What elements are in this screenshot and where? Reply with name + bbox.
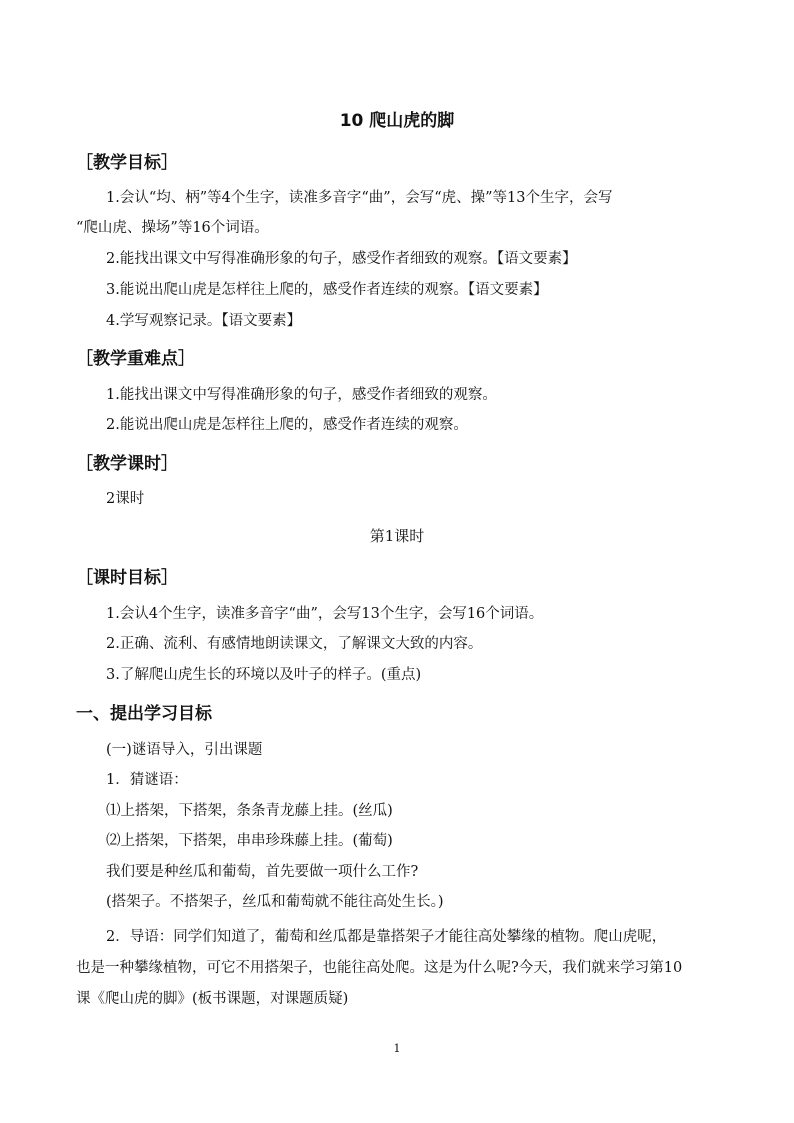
teaching-goal-line: 2.能找出课文中写得准确形象的句子，感受作者细致的观察。【语文要素】 xyxy=(106,251,577,267)
heading-part-one: 一、提出学习目标 xyxy=(76,704,212,724)
part-one-line: ⑵上搭架，下搭架，串串珍珠藤上挂。(葡萄) xyxy=(106,833,393,849)
part-one-line: 课《爬山虎的脚》(板书课题，对课题质疑) xyxy=(76,991,349,1007)
teaching-goal-line: 1.会认“均、柄”等4个生字，读准多音字“曲”，会写“虎、操”等13个生字，会写 xyxy=(106,190,613,206)
part-one-line: 我们要是种丝瓜和葡萄，首先要做一项什么工作? xyxy=(106,864,419,880)
key-point-line: 2.能说出爬山虎是怎样往上爬的，感受作者连续的观察。 xyxy=(106,417,468,433)
part-one-line: 1．猜谜语： xyxy=(106,772,188,788)
lesson-goal-line: 2.正确、流利、有感情地朗读课文，了解课文大致的内容。 xyxy=(106,636,483,652)
part-one-line: 也是一种攀缘植物，可它不用搭架子，也能往高处爬。这是为什么呢?今天，我们就来学习第10 xyxy=(76,960,683,976)
part-one-line: (一)谜语导入，引出课题 xyxy=(106,742,263,758)
part-one-line: ⑴上搭架，下搭架，条条青龙藤上挂。(丝瓜) xyxy=(106,803,393,819)
part-one-line: 2．导语：同学们知道了，葡萄和丝瓜都是靠搭架子才能往高处攀缘的植物。爬山虎呢， xyxy=(106,929,667,945)
document-title: 10 爬山虎的脚 xyxy=(339,111,455,131)
teaching-goal-line: “爬山虎、操场”等16个词语。 xyxy=(76,220,269,236)
heading-teaching-goals: ［教学目标］ xyxy=(76,153,178,173)
key-point-line: 1.能找出课文中写得准确形象的句子，感受作者细致的观察。 xyxy=(106,387,497,403)
lesson-goal-line: 1.会认4个生字，读准多音字“曲”，会写13个生字，会写16个词语。 xyxy=(106,606,544,622)
teaching-goal-line: 3.能说出爬山虎是怎样往上爬的，感受作者连续的观察。【语文要素】 xyxy=(106,282,548,298)
page-number: 1 xyxy=(393,1042,401,1055)
lesson-subtitle: 第1课时 xyxy=(369,527,425,545)
class-hours-text: 2课时 xyxy=(106,491,145,507)
heading-key-points: ［教学重难点］ xyxy=(76,349,195,369)
lesson-goal-line: 3.了解爬山虎生长的环境以及叶子的样子。(重点) xyxy=(106,667,422,683)
part-one-line: (搭架子。不搭架子，丝瓜和葡萄就不能往高处生长。) xyxy=(106,894,444,910)
heading-lesson-goals: ［课时目标］ xyxy=(76,568,178,588)
teaching-goal-line: 4.学写观察记录。【语文要素】 xyxy=(106,313,302,329)
heading-class-hours: ［教学课时］ xyxy=(76,454,178,474)
